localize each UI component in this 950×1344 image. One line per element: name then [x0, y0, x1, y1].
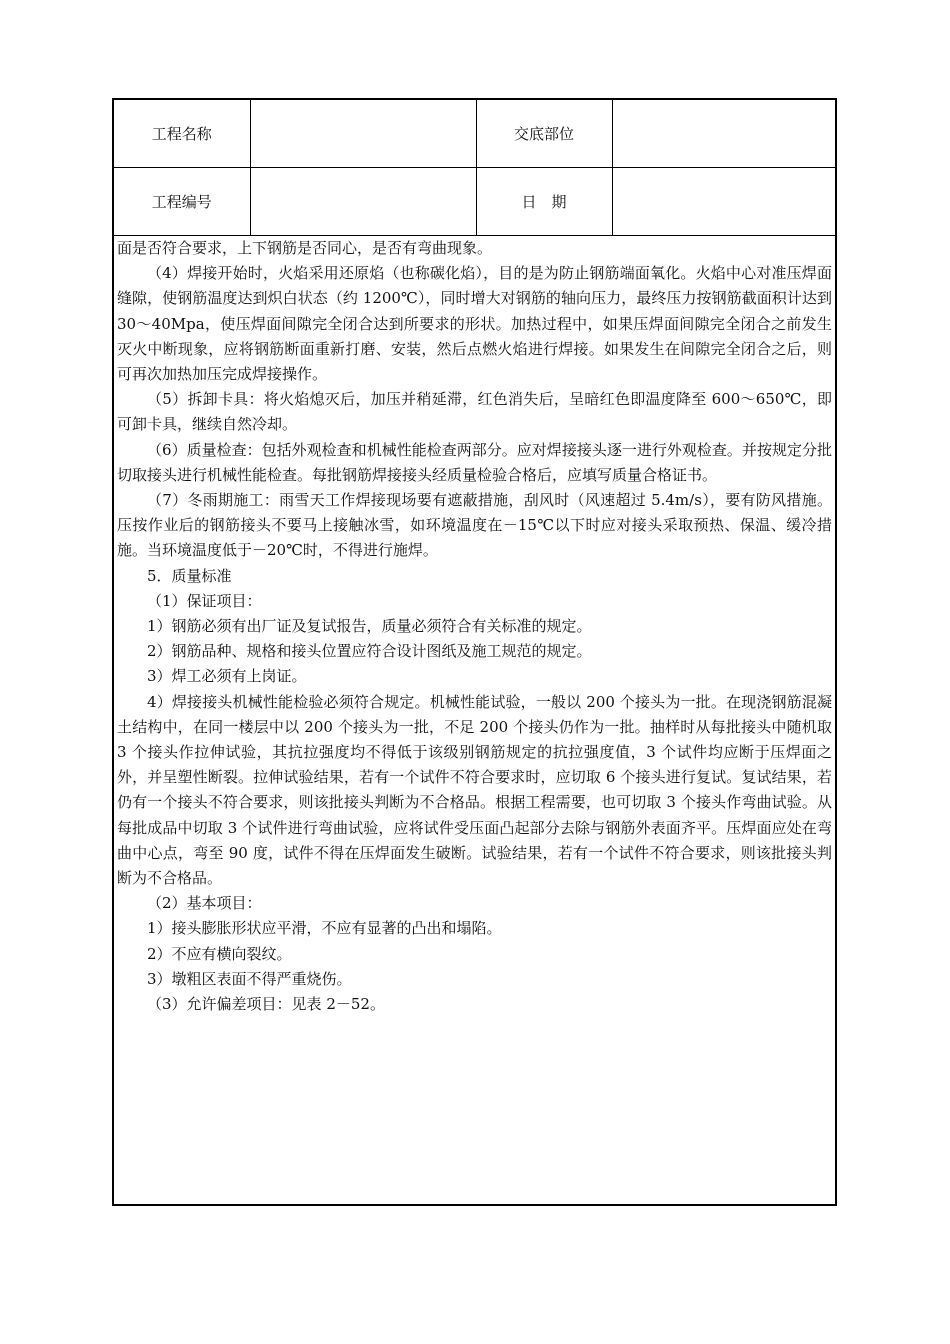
date-label: 日 期: [476, 168, 612, 236]
disclosure-sheet: [112, 98, 837, 1206]
body-paragraph: （5）拆卸卡具：将火焰熄灭后，加压并稍延滞，红色消失后，呈暗红色即温度降至 600～650℃，即可卸卡具，继续自然冷却。: [117, 390, 832, 434]
body-paragraph: （6）质量检查：包括外观检查和机械性能检查两部分。应对焊接接头逐一进行外观检查。并按规定分批切取接头进行机械性能检查。每批钢筋焊接接头经质量检验合格后，应填写质量合格证书。: [117, 440, 832, 484]
date-field[interactable]: [612, 168, 835, 236]
body-paragraph: （2）基本项目：: [147, 894, 262, 913]
header-table: [114, 100, 835, 236]
part-label: 交底部位: [476, 100, 612, 168]
project-no-label: 工程编号: [114, 168, 250, 236]
body-paragraph: 5．质量标准: [147, 566, 232, 585]
project-name-label: 工程名称: [114, 100, 250, 168]
body-text: [114, 236, 835, 1017]
body-paragraph: 4）焊接接头机械性能检验必须符合规定。机械性能试验，一般以 200 个接头为一批。在现浇钢筋混凝土结构中，在同一楼层中以 200 个接头为一批，不足 200 个接头仍作为一批。抽样时从每批接头中随机取 3 个接头作拉伸试验，其抗拉强度均不得低于该级别钢筋规定的抗拉强度值，3 个试件均应断于压焊面之外，并呈塑性断裂。拉伸试验结果，若有一个试件不符合要求时，应切取 6 个接头进行复试。复试结果，若仍有一个接头不符合要求，则该批接头判断为不合格品。根据工程需要，也可切取 3 个接头作弯曲试验。从每批成品中切取 3 个试件进行弯曲试验，应将试件受压面凸起部分去除与钢筋外表面齐平。压焊面应处在弯曲中心点，弯至 90 度，试件不得在压焊面发生破断。试验结果，若有一个试件不符合要求，则该批接头判断为不合格品。: [117, 692, 832, 888]
body-paragraph: 3）墩粗区表面不得严重烧伤。: [147, 969, 352, 988]
body-paragraph: （7）冬雨期施工：雨雪天工作焊接现场要有遮蔽措施，刮风时（风速超过 5.4m/s），要有防风措施。压按作业后的钢筋接头不要马上接触冰雪，如环境温度在－15℃以下时应对接头采取预热、保温、缓冷措施。当环境温度低于－20℃时，不得进行施焊。: [117, 491, 832, 560]
body-paragraph: （4）焊接开始时，火焰采用还原焰（也称碳化焰），目的是为防止钢筋端面氧化。火焰中心对准压焊面缝隙，使钢筋温度达到炽白状态（约 1200℃），同时增大对钢筋的轴向压力，最终压力按钢筋截面积计达到 30～40Mpa，使压焊面间隙完全闭合达到所要求的形状。加热过程中，如果压焊面间隙完全闭合之前发生灭火中断现象，应将钢筋断面重新打磨、安装，然后点燃火焰进行焊接。如果发生在间隙完全闭合之后，则可再次加热加压完成焊接操作。: [117, 264, 832, 384]
header-row-1: [114, 100, 835, 168]
header-row-2: [114, 168, 835, 236]
body-paragraph: 1）接头膨胀形状应平滑，不应有显著的凸出和塌陷。: [147, 919, 502, 938]
project-name-field[interactable]: [250, 100, 476, 168]
body-paragraph: 1）钢筋必须有出厂证及复试报告，质量必须符合有关标准的规定。: [147, 617, 592, 636]
body-paragraph: （3）允许偏差项目：见表 2－52。: [147, 995, 385, 1014]
body-paragraph: 2）不应有横向裂纹。: [147, 944, 292, 963]
body-paragraph: 3）焊工必须有上岗证。: [147, 667, 307, 686]
part-field[interactable]: [612, 100, 835, 168]
project-no-field[interactable]: [250, 168, 476, 236]
body-paragraph: 2）钢筋品种、规格和接头位置应符合设计图纸及施工规范的规定。: [147, 642, 592, 661]
body-paragraph: 面是否符合要求，上下钢筋是否同心，是否有弯曲现象。: [117, 239, 493, 257]
body-paragraph: （1）保证项目：: [147, 591, 262, 610]
